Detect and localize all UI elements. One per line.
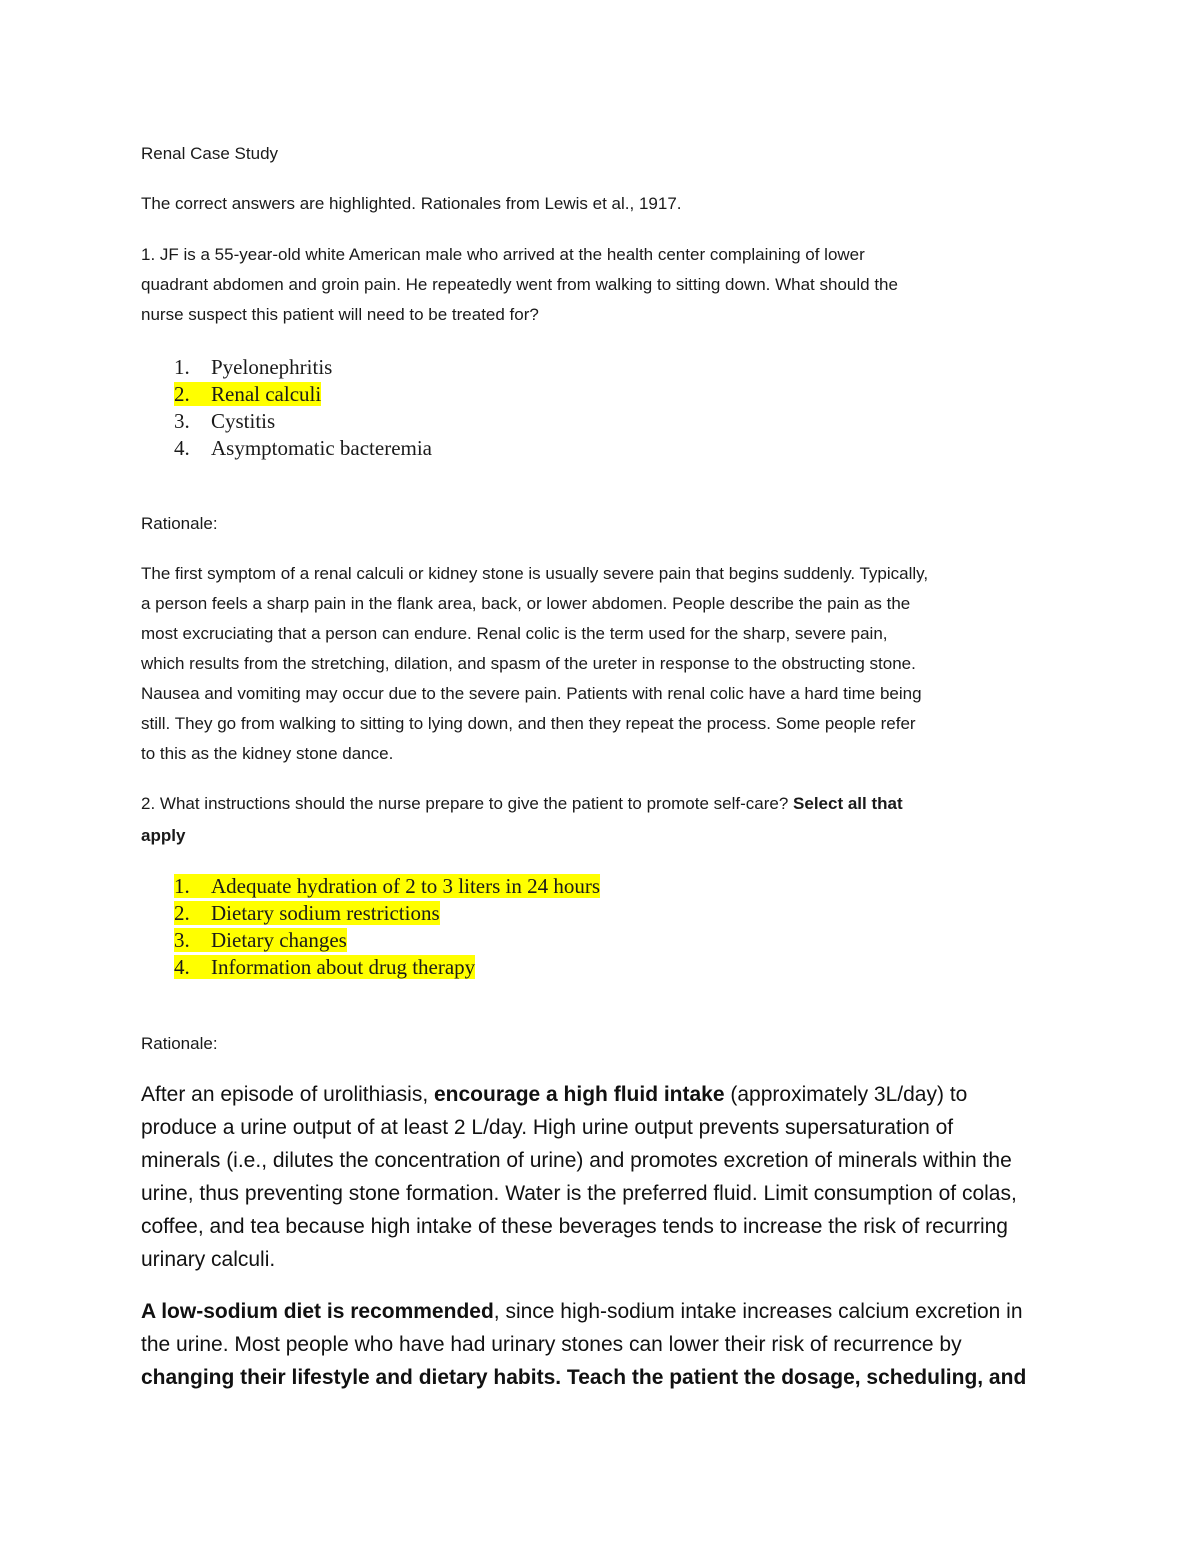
question-1-line-3: nurse suspect this patient will need to be treated for?: [141, 305, 539, 324]
rationale-2-line: minerals (i.e., dilutes the concentration of urine) and promotes excretion of minerals within the: [141, 1149, 1012, 1172]
rationale-2-line: produce a urine output of at least 2 L/day. High urine output prevents supersaturation of: [141, 1116, 954, 1139]
option-3: 3. Cystitis: [174, 409, 276, 433]
question-1-options: [174, 354, 432, 462]
rationale-2-line: urinary calculi.: [141, 1248, 276, 1271]
question-1-line-2: quadrant abdomen and groin pain. He repeatedly went from walking to sitting down. What should the: [141, 275, 898, 294]
question-2-line-1: 2. What instructions should the nurse prepare to give the patient to promote self-care? Select all that: [141, 794, 903, 813]
rationale-1-line: still. They go from walking to sitting to lying down, and then they repeat the process. Some people refer: [141, 714, 916, 733]
option-1-correct: 1. Adequate hydration of 2 to 3 liters in 24 hours: [174, 874, 601, 898]
option-3-correct: 3. Dietary changes: [174, 928, 347, 952]
rationale-2-label: Rationale:: [141, 1034, 218, 1053]
rationale-1-line: most excruciating that a person can endure. Renal colic is the term used for the sharp, severe pain,: [141, 624, 888, 643]
rationale-2-line: changing their lifestyle and dietary habits. Teach the patient the dosage, scheduling, and: [141, 1366, 1027, 1389]
option-4-correct: 4. Information about drug therapy: [174, 955, 476, 979]
option-4: 4. Asymptomatic bacteremia: [174, 436, 433, 460]
question-1-line-1: 1. JF is a 55-year-old white American male who arrived at the health center complaining of lower: [141, 245, 865, 264]
intro-note: The correct answers are highlighted. Rationales from Lewis et al., 1917.: [141, 194, 682, 213]
document-title: Renal Case Study: [141, 144, 279, 163]
option-2-correct: 2. Dietary sodium restrictions: [174, 901, 440, 925]
rationale-2-line: urine, thus preventing stone formation. Water is the preferred fluid. Limit consumption of colas,: [141, 1182, 1017, 1205]
option-2-correct: 2. Renal calculi: [174, 382, 322, 406]
rationale-1-line: which results from the stretching, dilation, and spasm of the ureter in response to the obstructing stone.: [141, 654, 916, 673]
question-2-line-2: apply: [141, 826, 186, 845]
option-1: 1. Pyelonephritis: [174, 355, 333, 379]
rationale-1-label: Rationale:: [141, 514, 218, 533]
rationale-1-line: Nausea and vomiting may occur due to the severe pain. Patients with renal colic have a hard time being: [141, 684, 922, 703]
rationale-2-line: coffee, and tea because high intake of these beverages tends to increase the risk of recurring: [141, 1215, 1008, 1238]
rationale-2-line: A low-sodium diet is recommended, since high-sodium intake increases calcium excretion in: [141, 1300, 1023, 1323]
question-2-options: [174, 873, 600, 981]
rationale-2-line: After an episode of urolithiasis, encourage a high fluid intake (approximately 3L/day) to: [141, 1083, 968, 1106]
rationale-2-line: the urine. Most people who have had urinary stones can lower their risk of recurrence by: [141, 1333, 962, 1356]
rationale-1-line: to this as the kidney stone dance.: [141, 744, 394, 763]
rationale-1-line: The first symptom of a renal calculi or kidney stone is usually severe pain that begins suddenly. Typically,: [141, 564, 929, 583]
rationale-1-line: a person feels a sharp pain in the flank area, back, or lower abdomen. People describe the pain as the: [141, 594, 911, 613]
